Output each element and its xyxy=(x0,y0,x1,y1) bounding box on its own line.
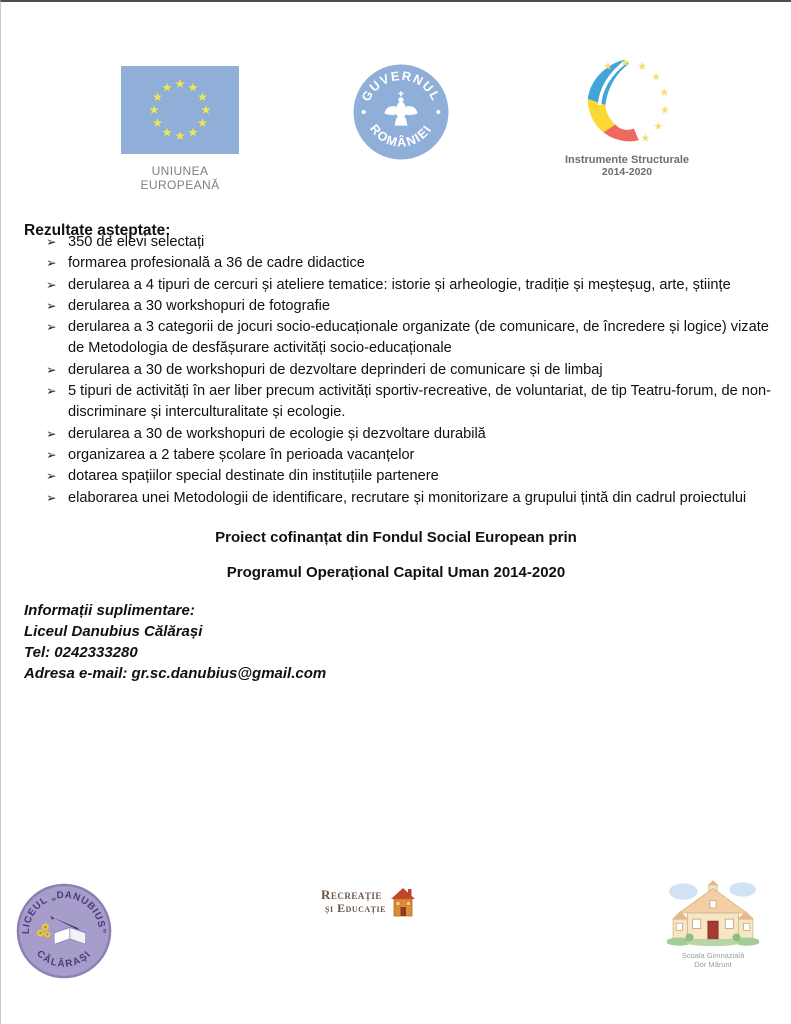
result-item-text: dotarea spațiilor special destinate din instituțiile partenere xyxy=(68,468,439,485)
gov-seal-arc-top: GUVERNUL xyxy=(358,68,444,104)
scoala-line-1: Școala Gimnazială xyxy=(681,951,745,960)
arrow-bullet-icon: ➢ xyxy=(46,490,57,505)
result-item-text: organizarea a 2 tabere școlare în perioada vacanțelor xyxy=(68,446,415,463)
result-item xyxy=(46,296,774,317)
recreatie-house-icon xyxy=(388,886,418,918)
arrow-bullet-icon: ➢ xyxy=(46,235,57,249)
arrow-bullet-icon: ➢ xyxy=(46,426,57,441)
contact-heading: Informații suplimentare: xyxy=(24,602,195,619)
result-item xyxy=(46,360,774,381)
romanian-government-seal-icon xyxy=(352,63,450,161)
structural-period: 2014-2020 xyxy=(601,166,653,178)
result-item-text: derularea a 30 workshopuri de fotografie xyxy=(68,297,331,314)
contact-phone: Tel: 0242333280 xyxy=(24,644,138,661)
arrow-bullet-icon: ➢ xyxy=(46,362,57,377)
contact-school-name: Liceul Danubius Călărași xyxy=(24,623,203,640)
result-item xyxy=(46,381,774,424)
result-item xyxy=(46,253,774,274)
result-item-text: derularea a 4 tipuri de cercuri și ateliere tematice: istorie și arheologie, tradiție și meșteșug, arte, științe xyxy=(68,276,731,293)
arrow-bullet-icon: ➢ xyxy=(46,469,57,484)
liceul-danubius-logo xyxy=(15,882,113,980)
funding-line-2: Programul Operațional Capital Uman 2014-2020 xyxy=(226,564,566,581)
result-item-text: derularea a 30 de workshopuri de dezvoltare deprinderi de comunicare și de limbaj xyxy=(68,361,603,378)
result-item-text: formarea profesională a 36 de cadre didactice xyxy=(68,255,365,272)
funding-line-1: Proiect cofinanțat din Fondul Social European prin xyxy=(215,529,577,546)
arrow-bullet-icon: ➢ xyxy=(46,320,57,335)
scoala-line-2: Dor Mărunt xyxy=(694,959,732,969)
recreatie-logo-text xyxy=(321,888,386,914)
structural-swoosh-icon xyxy=(568,52,686,152)
result-item xyxy=(46,488,774,509)
result-item xyxy=(46,275,774,296)
arrow-bullet-icon: ➢ xyxy=(46,384,57,399)
structural-name: Instrumente Structurale xyxy=(564,154,690,166)
arrow-bullet-icon: ➢ xyxy=(46,298,57,313)
result-item-text: elaborarea unei Metodologii de identificare, recrutare și monitorizare a grupului țintă din cadrul proiectului xyxy=(68,489,747,506)
recreatie-educatie-logo xyxy=(321,888,418,918)
result-item xyxy=(46,317,774,360)
result-item xyxy=(46,466,774,487)
arrow-bullet-icon: ➢ xyxy=(46,447,57,462)
scoala-logo-text xyxy=(663,952,763,969)
recreatie-line-2: și Educație xyxy=(325,900,386,915)
structural-instruments-logo xyxy=(552,52,702,178)
eu-flag-logo xyxy=(119,66,241,192)
contact-block xyxy=(24,600,326,684)
result-item xyxy=(46,232,774,253)
liceul-arc-bottom: CĂLĂRAȘI xyxy=(34,948,94,970)
eu-flag-label: UNIUNEA EUROPEANĂ xyxy=(140,164,220,192)
results-heading: Rezultate așteptate: xyxy=(24,222,171,239)
result-item-text: derularea a 30 de workshopuri de ecologie și dezvoltare durabilă xyxy=(68,425,486,442)
arrow-bullet-icon: ➢ xyxy=(46,277,57,292)
result-item xyxy=(46,445,774,466)
arrow-bullet-icon: ➢ xyxy=(46,256,57,271)
result-item-text: derularea a 3 categorii de jocuri socio-educaționale organizate (de comunicare, de încredere și logice) vizate de Metodologia de desfășurare activități socio-educaționale xyxy=(68,319,769,357)
gov-seal-arc-bottom: ROMÂNIEI xyxy=(366,121,435,150)
results-list xyxy=(46,232,774,509)
scoala-gimnaziala-logo xyxy=(663,880,763,969)
schoolhouse-icon xyxy=(667,880,759,946)
result-item-text: 350 de elevi selectați xyxy=(68,234,205,250)
eu-flag-icon xyxy=(121,66,239,154)
result-item xyxy=(46,424,774,445)
recreatie-line-1: Recreație xyxy=(321,887,382,902)
liceul-arc-top: LICEUL „DANUBIUS” xyxy=(20,889,108,935)
contact-email: Adresa e-mail: gr.sc.danubius@gmail.com xyxy=(24,665,327,682)
result-item-text: 5 tipuri de activități în aer liber precum activități sportiv-recreative, de voluntariat, de tip Teatru-forum, de non-discriminare și interculturalitate și ecologie. xyxy=(68,383,771,421)
